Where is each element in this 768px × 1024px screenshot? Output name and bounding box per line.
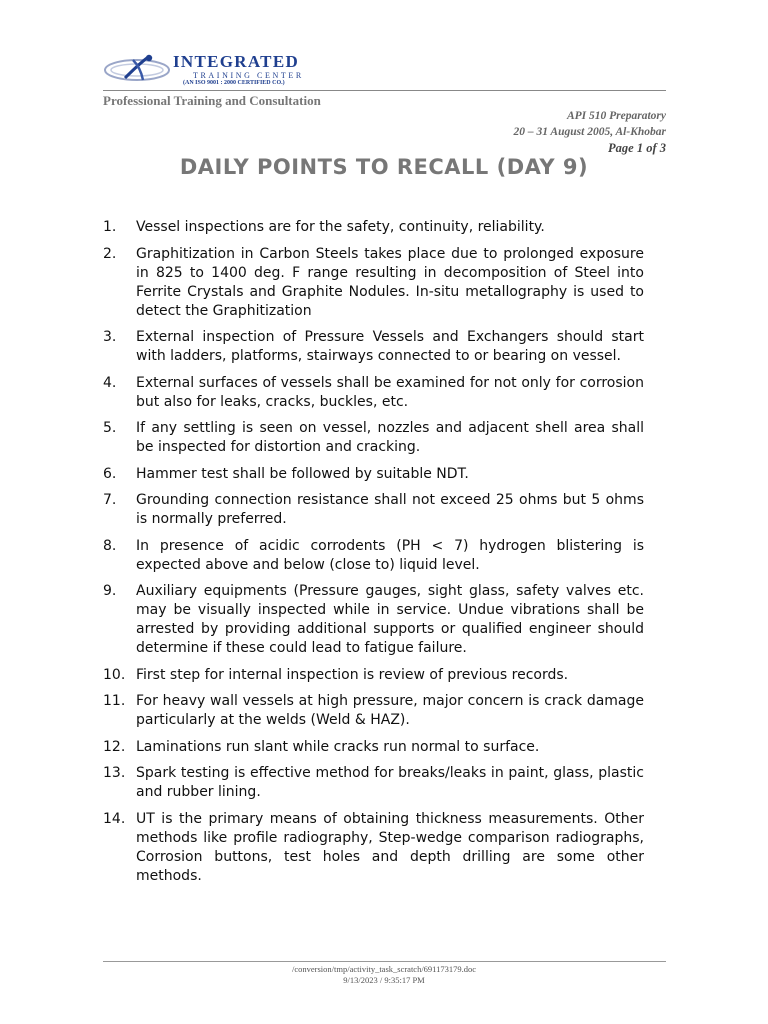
list-item [103, 328, 644, 366]
list-item [103, 537, 644, 575]
item-number: 11. [103, 693, 126, 709]
footer-divider [103, 961, 666, 962]
logo-certification: (AN ISO 9001 : 2000 CERTIFIED CO.) [183, 80, 285, 86]
item-text: Laminations run slant while cracks run normal to surface. [136, 738, 540, 755]
item-number: 6. [103, 465, 117, 482]
item-text: Hammer test shall be followed by suitable NDT. [136, 465, 469, 482]
list-item [103, 491, 644, 529]
item-number: 8. [103, 537, 117, 554]
item-text: First step for internal inspection is review of previous records. [136, 666, 569, 683]
list-item [103, 666, 644, 685]
item-number: 7. [103, 492, 117, 508]
list-item [103, 419, 644, 457]
item-text: Auxiliary equipments (Pressure gauges, sight glass, safety valves etc. may be visually inspected while in service. Undue vibrations shall be arrested by providing additional supports or qualified engineer should determine if these could lead to fatigue failure. [136, 583, 644, 656]
page-indicator: Page 1 of 3 [608, 141, 666, 155]
list-item [103, 374, 644, 412]
company-logo [103, 52, 315, 88]
item-text: Vessel inspections are for the safety, continuity, reliability. [136, 219, 545, 235]
item-number: 13. [103, 765, 126, 781]
points-list [103, 218, 644, 893]
list-item [103, 738, 644, 757]
course-dates: 20 – 31 August 2005, Al-Khobar [513, 126, 666, 138]
list-item [103, 692, 644, 730]
item-number: 5. [103, 420, 117, 436]
item-text: UT is the primary means of obtaining thickness measurements. Other methods like profile radiography, Step-wedge comparison radiographs, Corrosion buttons, test holes and depth drilling are some other methods. [136, 810, 644, 884]
footer-timestamp: 9/13/2023 / 9:35:17 PM [343, 975, 425, 985]
list-item [103, 465, 644, 484]
list-item [103, 582, 644, 658]
list-item [103, 218, 644, 237]
page-footer [0, 964, 768, 986]
course-name: API 510 Preparatory [566, 110, 666, 122]
item-text: External inspection of Pressure Vessels and Exchangers should start with ladders, platforms, stairways connected to or bearing on vessel. [136, 329, 644, 364]
item-text: For heavy wall vessels at high pressure, major concern is crack damage particularly at the welds (Weld & HAZ). [136, 693, 644, 728]
logo-name: INTEGRATED [173, 52, 300, 71]
logo-swoosh-icon [103, 52, 173, 88]
item-text: Spark testing is effective method for breaks/leaks in paint, glass, plastic and rubber lining. [136, 765, 644, 800]
list-item [103, 764, 644, 802]
item-number: 4. [103, 374, 117, 391]
item-text: Graphitization in Carbon Steels takes place due to prolonged exposure in 825 to 1400 deg. F range resulting in decomposition of Steel into Ferrite Crystals and Graphite Nodules. In-situ metallography is used to detect the Graphitization [136, 245, 644, 319]
list-item [103, 245, 644, 321]
list-item [103, 810, 644, 886]
header-divider [103, 90, 666, 91]
item-number: 14. [103, 810, 126, 827]
item-number: 2. [103, 245, 117, 262]
item-number: 10. [103, 666, 126, 683]
footer-file-path: /conversion/tmp/activity_task_scratch/691173179.doc [291, 964, 477, 974]
logo-subtitle: TRAINING CENTER [193, 71, 304, 80]
item-number: 3. [103, 329, 117, 345]
document-meta [513, 108, 666, 156]
item-text: In presence of acidic corrodents (PH < 7) hydrogen blistering is expected above and below (close to) liquid level. [136, 537, 644, 573]
item-text: If any settling is seen on vessel, nozzles and adjacent shell area shall be inspected for distortion and cracking. [136, 420, 644, 455]
item-text: Grounding connection resistance shall not exceed 25 ohms but 5 ohms is normally preferred. [136, 492, 644, 527]
page-title: DAILY POINTS TO RECALL (DAY 9) [179, 155, 589, 179]
item-number: 1. [103, 219, 117, 235]
item-number: 9. [103, 583, 117, 599]
item-text: External surfaces of vessels shall be examined for not only for corrosion but also for leaks, cracks, buckles, etc. [136, 374, 644, 410]
item-number: 12. [103, 738, 126, 755]
company-tagline: Professional Training and Consultation [103, 93, 321, 108]
